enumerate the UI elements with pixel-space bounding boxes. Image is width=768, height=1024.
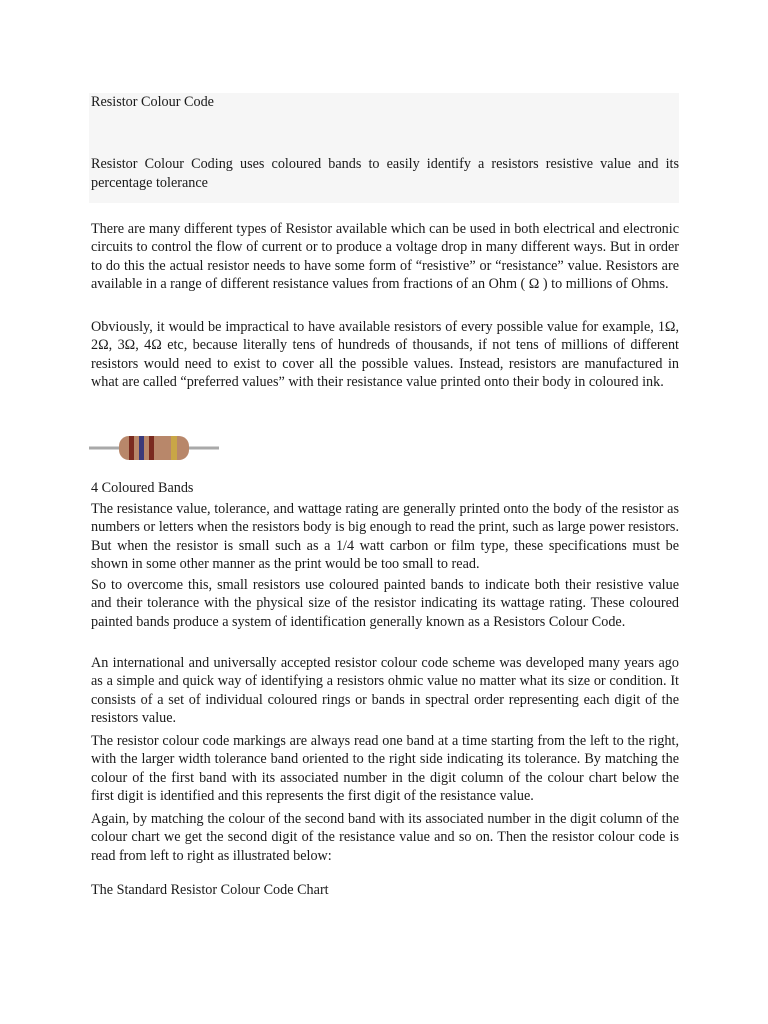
body-paragraph-1: The resistance value, tolerance, and wattage rating are generally printed onto the body of the resistor as numbers or letters when the resistors body is big enough to read the print, such as large power resistors. But when the resistor is small such as a 1/4 watt carbon or film type, these specifications must be shown in some other manner as the print would be too small to read. bbox=[91, 501, 679, 572]
resistor-band-2 bbox=[139, 436, 144, 460]
document-title: Resistor Colour Code bbox=[91, 94, 214, 110]
resistor-band-3 bbox=[149, 436, 154, 460]
body-paragraph-5: Again, by matching the colour of the second band with its associated number in the digit column of the colour chart we get the second digit of the resistance value and so on. Then the resistor colour code is read from left to right as illustrated below: bbox=[91, 811, 679, 864]
body-paragraph-3: An international and universally accepted resistor colour code scheme was developed many years ago as a simple and quick way of identifying a resistors ohmic value no matter what its size or condition. It consists of a set of individual coloured rings or bands in spectral order representing each digit of the resistors value. bbox=[91, 655, 679, 726]
image-caption: 4 Coloured Bands bbox=[91, 480, 194, 496]
intro-paragraph-1: There are many different types of Resistor available which can be used in both electrical and electronic circuits to control the flow of current or to produce a voltage drop in many different ways. But in order to do this the actual resistor needs to have some form of “resistive” or “resistance” value. Resistors are available in a range of different resistance values from fractions of an Ohm ( Ω ) to millions of Ohms. bbox=[91, 221, 679, 292]
intro-paragraph-2: Obviously, it would be impractical to have available resistors of every possible value for example, 1Ω, 2Ω, 3Ω, 4Ω etc, because literally tens of hundreds of thousands, if not tens of millions of different resistors would need to exist to cover all the possible values. Instead, resistors are manufactured in what are called “preferred values” with their resistance value printed onto their body in coloured ink. bbox=[91, 319, 679, 390]
resistor-image bbox=[89, 430, 219, 466]
resistor-band-1 bbox=[129, 436, 134, 460]
body-paragraph-2: So to overcome this, small resistors use coloured painted bands to indicate both their resistive value and their tolerance with the physical size of the resistor indicating its wattage rating. These coloured painted bands produce a system of identification generally known as a Resistors Colour Code. bbox=[91, 577, 679, 630]
body-paragraph-4: The resistor colour code markings are always read one band at a time starting from the left to the right, with the larger width tolerance band oriented to the right side indicating its tolerance. By matching the colour of the first band with its associated number in the digit column of the colour chart below the first digit is identified and this represents the first digit of the resistance value. bbox=[91, 733, 679, 804]
chart-heading: The Standard Resistor Colour Code Chart bbox=[91, 882, 329, 898]
resistor-band-4 bbox=[171, 436, 177, 460]
document-subtitle: Resistor Colour Coding uses coloured bands to easily identify a resistors resistive value and its percentage tolerance bbox=[91, 156, 679, 191]
